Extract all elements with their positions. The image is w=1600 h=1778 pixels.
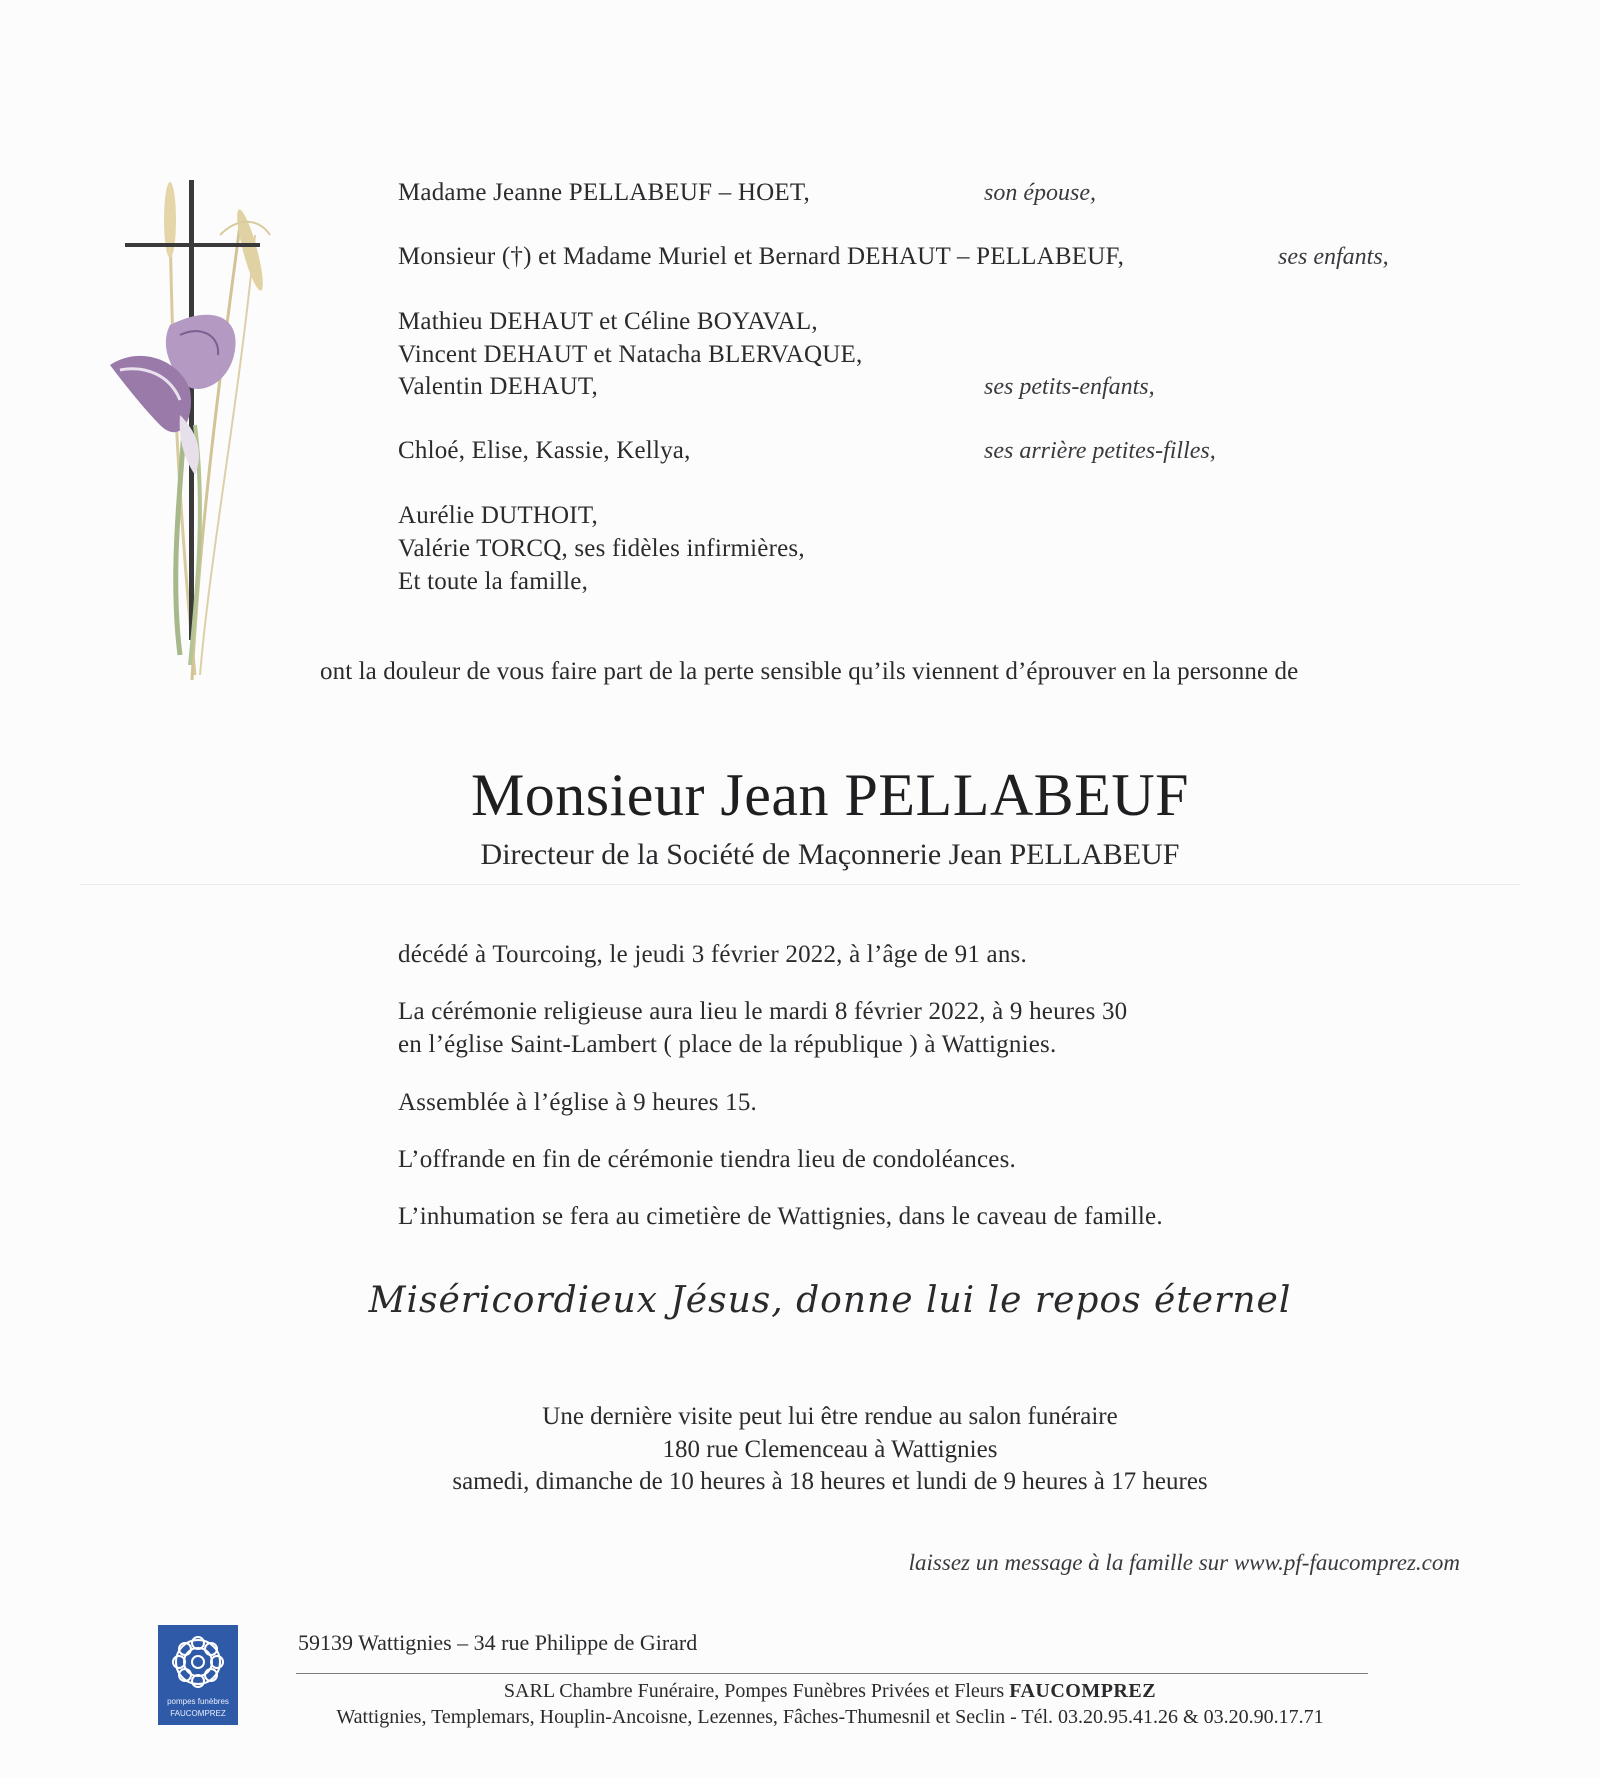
others-line: Valérie TORCQ, ses fidèles infirmières, (398, 535, 805, 562)
visit-address: 180 rue Clemenceau à Wattignies (662, 1436, 998, 1463)
deceased-title: Directeur de la Société de Maçonnerie Jean PELLABEUF (480, 838, 1180, 871)
assembly-time: Assemblée à l’église à 9 heures 15. (398, 1089, 757, 1116)
company-prefix: SARL Chambre Funéraire, Pompes Funèbres Privées et Fleurs (503, 1680, 1005, 1702)
visit-line: Une dernière visite peut lui être rendue au salon funéraire (542, 1403, 1118, 1430)
company-name: FAUCOMPREZ (1009, 1680, 1157, 1702)
burial-note: L’inhumation se fera au cimetière de Wattignies, dans le caveau de famille. (398, 1203, 1163, 1230)
announcement-intro: ont la douleur de vous faire part de la perte sensible qu’ils viennent d’éprouver en la personne de (320, 658, 1299, 685)
death-details: décédé à Tourcoing, le jeudi 3 février 2022, à l’âge de 91 ans. (398, 941, 1027, 968)
children-relation: ses enfants, (1278, 244, 1389, 270)
website-message[interactable]: laissez un message à la famille sur www.pf-faucomprez.com (908, 1550, 1460, 1575)
cross-lily-icon (100, 175, 280, 685)
prayer: Miséricordieux Jésus, donne lui le repos éternel (368, 1280, 1292, 1321)
wife-name: Madame Jeanne PELLABEUF – HOET, (398, 179, 810, 206)
grandchild-line: Vincent DEHAUT et Natacha BLERVAQUE, (398, 341, 863, 368)
company-address: 59139 Wattignies – 34 rue Philippe de Girard (298, 1630, 698, 1655)
wife-relation: son épouse, (984, 180, 1096, 206)
children-names: Monsieur (†) et Madame Muriel et Bernard DEHAUT – PELLABEUF, (398, 243, 1125, 270)
great-grandchildren-names: Chloé, Elise, Kassie, Kellya, (398, 437, 691, 464)
logo-caption-name: FAUCOMPREZ (170, 1709, 226, 1718)
ceremony-location: en l’église Saint-Lambert ( place de la république ) à Wattignies. (398, 1031, 1057, 1058)
grandchild-line: Valentin DEHAUT, (398, 373, 598, 400)
fold-line (80, 884, 1520, 885)
visit-hours: samedi, dimanche de 10 heures à 18 heures et lundi de 9 heures à 17 heures (452, 1468, 1208, 1495)
company-line (0, 1680, 1600, 1703)
great-grandchildren-relation: ses arrière petites-filles, (984, 438, 1216, 464)
ceremony-line: La cérémonie religieuse aura lieu le mardi 8 février 2022, à 9 heures 30 (398, 998, 1128, 1025)
grandchildren-relation: ses petits-enfants, (984, 374, 1155, 400)
towns-phone: Wattignies, Templemars, Houplin-Ancoisne, Lezennes, Fâches-Thumesnil et Seclin - Tél. 03.20.95.41.26 & 03.20.90.17.71 (336, 1706, 1324, 1728)
grandchild-line: Mathieu DEHAUT et Céline BOYAVAL, (398, 308, 818, 335)
others-line: Et toute la famille, (398, 568, 589, 595)
others-line: Aurélie DUTHOIT, (398, 502, 598, 529)
footer-divider (296, 1673, 1368, 1674)
logo-caption-top: pompes funèbres (167, 1697, 229, 1706)
deceased-name: Monsieur Jean PELLABEUF (470, 762, 1190, 828)
offering-note: L’offrande en fin de cérémonie tiendra lieu de condoléances. (398, 1146, 1016, 1173)
